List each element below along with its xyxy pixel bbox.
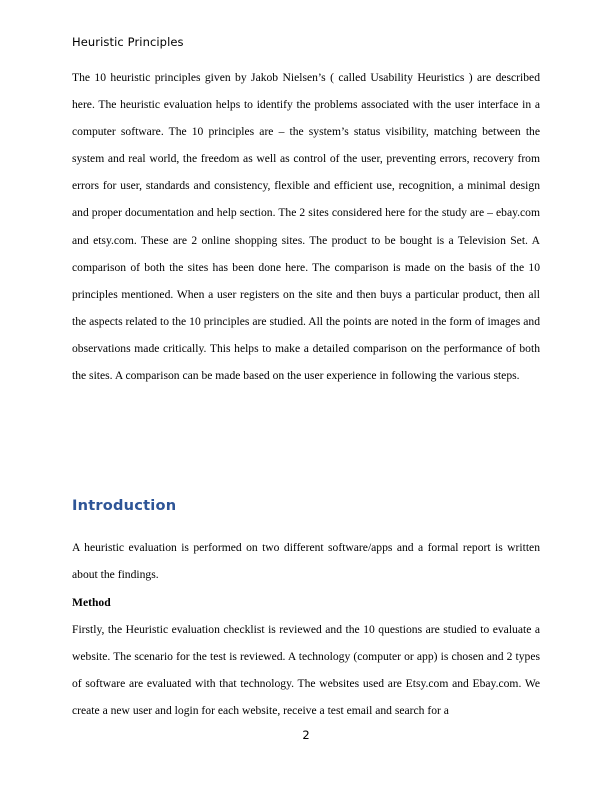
introduction-heading: Introduction: [72, 497, 177, 514]
running-header: Heuristic Principles: [72, 35, 184, 49]
overview-paragraph: The 10 heuristic principles given by Jakob Nielsen’s ( called Usability Heuristics ) are described here. The heuristic evaluation helps to identify the problems associated with the user interface in a computer software. The 10 principles are – the system’s status visibility, matching between the system and real world, the freedom as well as control of the user, preventing errors, recovery from errors for user, standards and consistency, flexible and efficient use, recognition, a minimal design and proper documentation and help section. The 2 sites considered here for the study are – ebay.com and etsy.com. These are 2 online shopping sites. The product to be bought is a Television Set. A comparison of both the sites has been done here. The comparison is made on the basis of the 10 principles mentioned. When a user registers on the site and then buys a particular product, then all the aspects related to the 10 principles are studied. All the points are noted in the form of images and observations made critically. This helps to make a detailed comparison on the performance of both the sites. A comparison can be made based on the user experience in following the various steps.: [72, 71, 540, 383]
introduction-paragraph: A heuristic evaluation is performed on two different software/apps and a formal report is written about the findings.: [72, 541, 540, 582]
method-paragraph: Firstly, the Heuristic evaluation checklist is reviewed and the 10 questions are studied to evaluate a website. The scenario for the test is reviewed. A technology (computer or app) is chosen and 2 types of software are evaluated with that technology. The websites used are Etsy.com and Ebay.com. We create a new user and login for each website, receive a test email and search for a: [72, 623, 540, 718]
method-heading: Method: [72, 596, 111, 609]
page-number: 2: [302, 728, 310, 742]
